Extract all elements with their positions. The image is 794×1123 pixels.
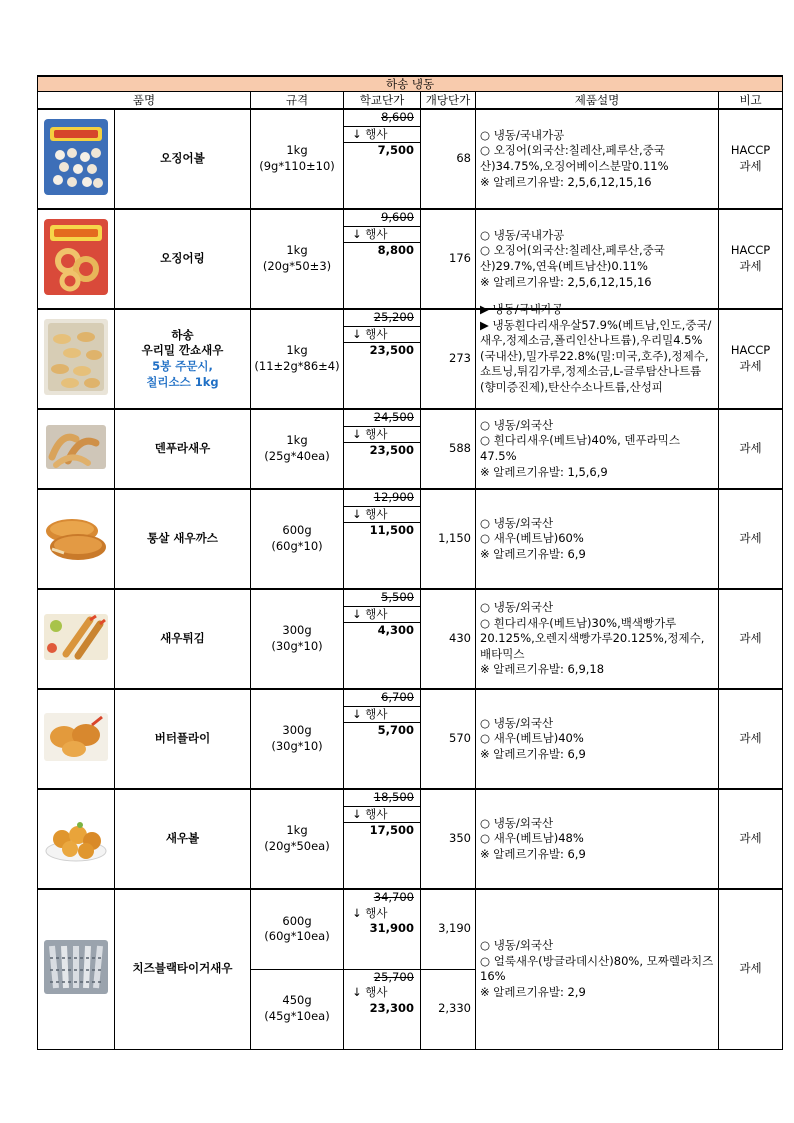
product-note: 과세 (719, 589, 783, 689)
old-price: 25,200 (373, 310, 414, 324)
table-row (38, 309, 783, 409)
table-row (38, 489, 783, 589)
discount-label: ↓ 행사 (344, 127, 420, 144)
old-price: 6,700 (381, 690, 414, 704)
header-school-price: 학교단가 (344, 92, 421, 110)
unit-price: 588 (421, 409, 476, 489)
product-note: HACCP 과세 (719, 209, 783, 309)
table-row (38, 589, 783, 689)
old-price: 24,500 (373, 410, 414, 424)
product-description: ○ 냉동/국내가공 ○ 오징어(외국산:칠레산,페루산,중국산)34.75%,오징어베이스분말0.11% ※ 알레르기유발: 2,5,6,12,15,16 (476, 109, 719, 209)
fried-shrimp-image (42, 612, 110, 662)
product-description: ○ 냉동/외국산 ○ 새우(베트남)40% ※ 알레르기유발: 6,9 (476, 689, 719, 789)
product-description: ○ 냉동/외국산 ○ 흰다리새우(베트남)30%,백색빵가루20.125%,오렌지색빵가루20.125%,정제수,배타믹스 ※ 알레르기유발: 6,9,18 (476, 589, 719, 689)
product-spec: 1kg (25g*40ea) (251, 409, 344, 489)
school-price (344, 109, 421, 209)
product-note: 과세 (719, 689, 783, 789)
product-spec: 600g (60g*10) (251, 489, 344, 589)
table-row (38, 689, 783, 789)
discount-label: ↓ 행사 (344, 807, 420, 824)
product-name: 버터플라이 (115, 689, 251, 789)
product-spec: 600g (60g*10ea) (251, 889, 344, 969)
school-price (344, 409, 421, 489)
discount-label: ↓ 행사 (352, 905, 388, 920)
butterfly-shrimp-image (42, 711, 110, 763)
new-price: 8,800 (377, 243, 414, 258)
new-price: 7,500 (377, 143, 414, 158)
product-name: 치즈블랙타이거새우 (115, 889, 251, 1049)
unit-price: 68 (421, 109, 476, 209)
header-unit-price: 개당단가 (421, 92, 476, 110)
product-note: 과세 (719, 409, 783, 489)
product-description: ○ 냉동/외국산 ○ 새우(베트남)60% ※ 알레르기유발: 6,9 (476, 489, 719, 589)
table-row (38, 889, 783, 969)
unit-price: 2,330 (421, 969, 476, 1049)
table-row (38, 789, 783, 889)
product-name: 오징어볼 (115, 109, 251, 209)
product-price-table (37, 75, 783, 1050)
product-note: 과세 (719, 789, 783, 889)
old-price: 25,700 (373, 969, 414, 984)
old-price: 5,500 (381, 590, 414, 604)
product-spec: 300g (30g*10) (251, 589, 344, 689)
product-name: 덴푸라새우 (115, 409, 251, 489)
tempura-shrimp-image (42, 417, 110, 477)
black-tiger-shrimp-image (42, 938, 110, 996)
product-name: 새우튀김 (115, 589, 251, 689)
header-note: 비고 (719, 92, 783, 110)
shrimp-ball-image (42, 809, 110, 865)
school-price (344, 309, 421, 409)
product-description: ○ 냉동/국내가공 ○ 오징어(외국산:칠레산,페루산,중국산)29.7%,연육(베트남산)0.11% ※ 알레르기유발: 2,5,6,12,15,16 (476, 209, 719, 309)
new-price: 23,500 (369, 443, 414, 458)
product-description: ○ 냉동/외국산 ○ 흰다리새우(베트남)40%, 덴푸라믹스47.5% ※ 알레르기유발: 1,5,6,9 (476, 409, 719, 489)
old-price: 9,600 (381, 210, 414, 224)
product-name: 통살 새우까스 (115, 489, 251, 589)
product-spec: 1kg (20g*50±3) (251, 209, 344, 309)
discount-label: ↓ 행사 (352, 985, 388, 1000)
promo-text: 5봉 주문시, (152, 359, 213, 373)
product-name: 새우볼 (115, 789, 251, 889)
product-description: ○ 냉동/외국산 ○ 얼룩새우(방글라데시산)80%, 모짜렐라치즈16% ※ 알레르기유발: 2,9 (476, 889, 719, 1049)
discount-label: ↓ 행사 (344, 327, 420, 344)
squid-ball-package-image (42, 117, 110, 197)
unit-price: 3,190 (421, 889, 476, 969)
product-spec: 1kg (9g*110±10) (251, 109, 344, 209)
table-row (38, 409, 783, 489)
squid-ring-package-image (42, 217, 110, 297)
school-price (344, 889, 421, 969)
shrimp-cutlet-image (42, 509, 110, 565)
product-name: 오징어링 (115, 209, 251, 309)
old-price: 12,900 (373, 490, 414, 504)
school-price (344, 489, 421, 589)
promo-text: 칠리소스 1kg (146, 374, 219, 389)
new-price: 23,300 (369, 1000, 414, 1015)
table-row (38, 109, 783, 209)
school-price (344, 969, 421, 1049)
table-title: 하송 냉동 (38, 76, 783, 92)
unit-price: 176 (421, 209, 476, 309)
unit-price: 350 (421, 789, 476, 889)
header-name: 품명 (38, 92, 251, 110)
school-price (344, 589, 421, 689)
product-spec: 450g (45g*10ea) (251, 969, 344, 1049)
table-row (38, 209, 783, 309)
product-note: HACCP 과세 (719, 109, 783, 209)
product-spec: 300g (30g*10) (251, 689, 344, 789)
shrimp-package-image (42, 317, 110, 397)
school-price (344, 209, 421, 309)
product-description: ○ 냉동/외국산 ○ 새우(베트남)48% ※ 알레르기유발: 6,9 (476, 789, 719, 889)
discount-label: ↓ 행사 (344, 427, 420, 444)
product-spec: 1kg (11±2g*86±4) (251, 309, 344, 409)
header-spec: 규격 (251, 92, 344, 110)
unit-price: 430 (421, 589, 476, 689)
new-price: 5,700 (377, 723, 414, 738)
discount-label: ↓ 행사 (344, 707, 420, 724)
new-price: 31,900 (369, 921, 414, 936)
discount-label: ↓ 행사 (344, 507, 420, 524)
product-name: 하송 우리밀 깐쇼새우 5봉 주문시, 칠리소스 1kg (115, 309, 251, 409)
product-note: 과세 (719, 889, 783, 1049)
school-price (344, 689, 421, 789)
product-description: ▶ 냉동/국내가공 ▶ 냉동흰다리새우살57.9%(베트남,인도,중국/새우,정제소금,폴리인산나트륨),우리밀4.5%(국내산),밀가루22.8%(밀:미국,호주),정제수,쇼트닝,튀김가루,정제소금,L-글루탐산나트륨(향미증진제),탄산수소나트륨,산성피 (476, 309, 719, 409)
discount-label: ↓ 행사 (344, 227, 420, 244)
unit-price: 570 (421, 689, 476, 789)
old-price: 18,500 (373, 790, 414, 804)
product-spec: 1kg (20g*50ea) (251, 789, 344, 889)
old-price: 34,700 (373, 890, 414, 904)
new-price: 11,500 (369, 523, 414, 538)
old-price: 8,600 (381, 110, 414, 124)
new-price: 23,500 (369, 343, 414, 358)
school-price (344, 789, 421, 889)
product-note: 과세 (719, 489, 783, 589)
unit-price: 273 (421, 309, 476, 409)
header-description: 제품설명 (476, 92, 719, 110)
product-note: HACCP 과세 (719, 309, 783, 409)
unit-price: 1,150 (421, 489, 476, 589)
discount-label: ↓ 행사 (344, 607, 420, 624)
new-price: 4,300 (377, 623, 414, 638)
new-price: 17,500 (369, 823, 414, 838)
